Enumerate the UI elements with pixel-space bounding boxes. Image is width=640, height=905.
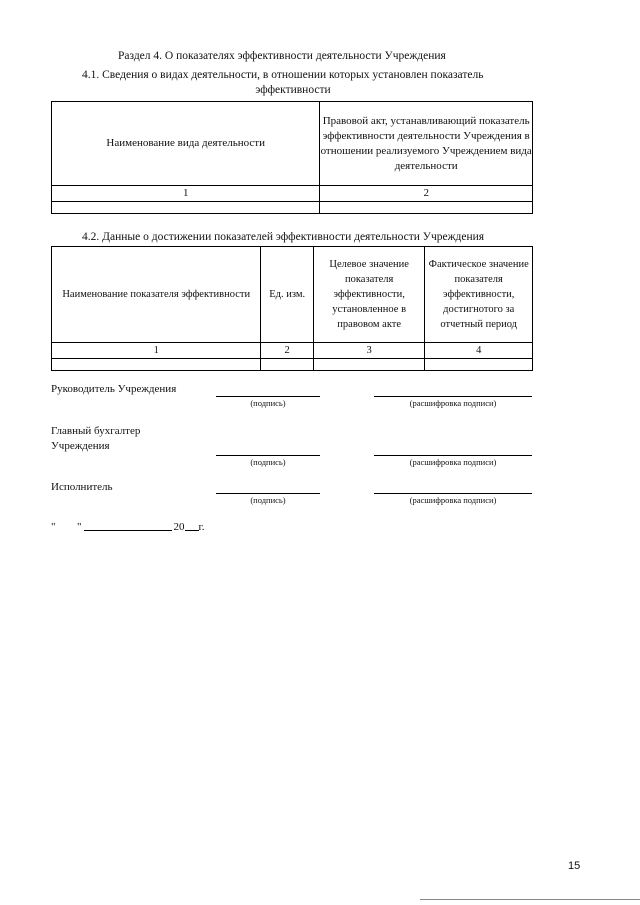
table-header-row bbox=[52, 247, 533, 343]
header-unit: Ед. изм. bbox=[261, 247, 313, 343]
table-cell bbox=[52, 202, 320, 214]
scan-edge-line bbox=[420, 899, 640, 900]
signature-role-accountant-line2: Учреждения bbox=[51, 440, 110, 452]
signature-line bbox=[216, 493, 320, 494]
section-4-2-heading: 4.2. Данные о достижении показателей эффективности деятельности Учреждения bbox=[82, 231, 485, 243]
date-quote-close: " bbox=[77, 521, 82, 533]
section-4-1-heading-line1: 4.1. Сведения о видах деятельности, в отношении которых установлен показатель bbox=[82, 69, 484, 81]
date-quote-open: " bbox=[51, 521, 56, 533]
signature-caption: (подпись) bbox=[250, 495, 286, 505]
signature-caption: (подпись) bbox=[250, 457, 286, 467]
column-number-row bbox=[52, 343, 533, 359]
date-year-prefix: 20 bbox=[173, 521, 185, 533]
activity-types-table bbox=[51, 101, 533, 214]
column-number-row bbox=[52, 186, 533, 202]
header-indicator-name: Наименование показателя эффективности bbox=[52, 247, 261, 343]
section-title: Раздел 4. О показателях эффективности деятельности Учреждения bbox=[118, 50, 446, 62]
column-number: 3 bbox=[313, 343, 425, 359]
signature-role-executor: Исполнитель bbox=[51, 481, 113, 493]
decode-line bbox=[374, 455, 532, 456]
signature-role-head: Руководитель Учреждения bbox=[51, 383, 177, 395]
header-actual-value: Фактическое значение показателя эффективности, достигнотого за отчетный период bbox=[425, 247, 533, 343]
header-legal-act: Правовой акт, устанавливающий показатель эффективности деятельности Учреждения в отношении реализуемого Учреждением вида деятельности bbox=[320, 102, 533, 186]
performance-indicators-table bbox=[51, 246, 533, 371]
column-number: 4 bbox=[425, 343, 533, 359]
date-year-blank bbox=[185, 530, 199, 531]
signature-line bbox=[216, 455, 320, 456]
table-header-row bbox=[52, 102, 533, 186]
decode-caption: (расшифровка подписи) bbox=[409, 398, 497, 408]
column-number: 1 bbox=[52, 186, 320, 202]
column-number: 2 bbox=[320, 186, 533, 202]
signature-caption: (подпись) bbox=[250, 398, 286, 408]
signature-role-accountant-line1: Главный бухгалтер bbox=[51, 425, 141, 437]
page-number: 15 bbox=[568, 860, 581, 872]
table-cell bbox=[320, 202, 533, 214]
decode-caption: (расшифровка подписи) bbox=[409, 495, 497, 505]
date-line bbox=[51, 521, 205, 533]
table-cell bbox=[425, 359, 533, 371]
table-cell bbox=[52, 359, 261, 371]
column-number: 1 bbox=[52, 343, 261, 359]
date-month-blank bbox=[84, 530, 172, 531]
signature-line bbox=[216, 396, 320, 397]
table-row bbox=[52, 202, 533, 214]
table-cell bbox=[261, 359, 313, 371]
decode-caption: (расшифровка подписи) bbox=[409, 457, 497, 467]
table-row bbox=[52, 359, 533, 371]
header-activity-name: Наименование вида деятельности bbox=[52, 102, 320, 186]
table-cell bbox=[313, 359, 425, 371]
column-number: 2 bbox=[261, 343, 313, 359]
decode-line bbox=[374, 396, 532, 397]
section-4-1-heading-line2: эффективности bbox=[255, 84, 331, 96]
header-target-value: Целевое значение показателя эффективности, установленное в правовом акте bbox=[313, 247, 425, 343]
date-year-suffix: г. bbox=[198, 521, 205, 533]
decode-line bbox=[374, 493, 532, 494]
